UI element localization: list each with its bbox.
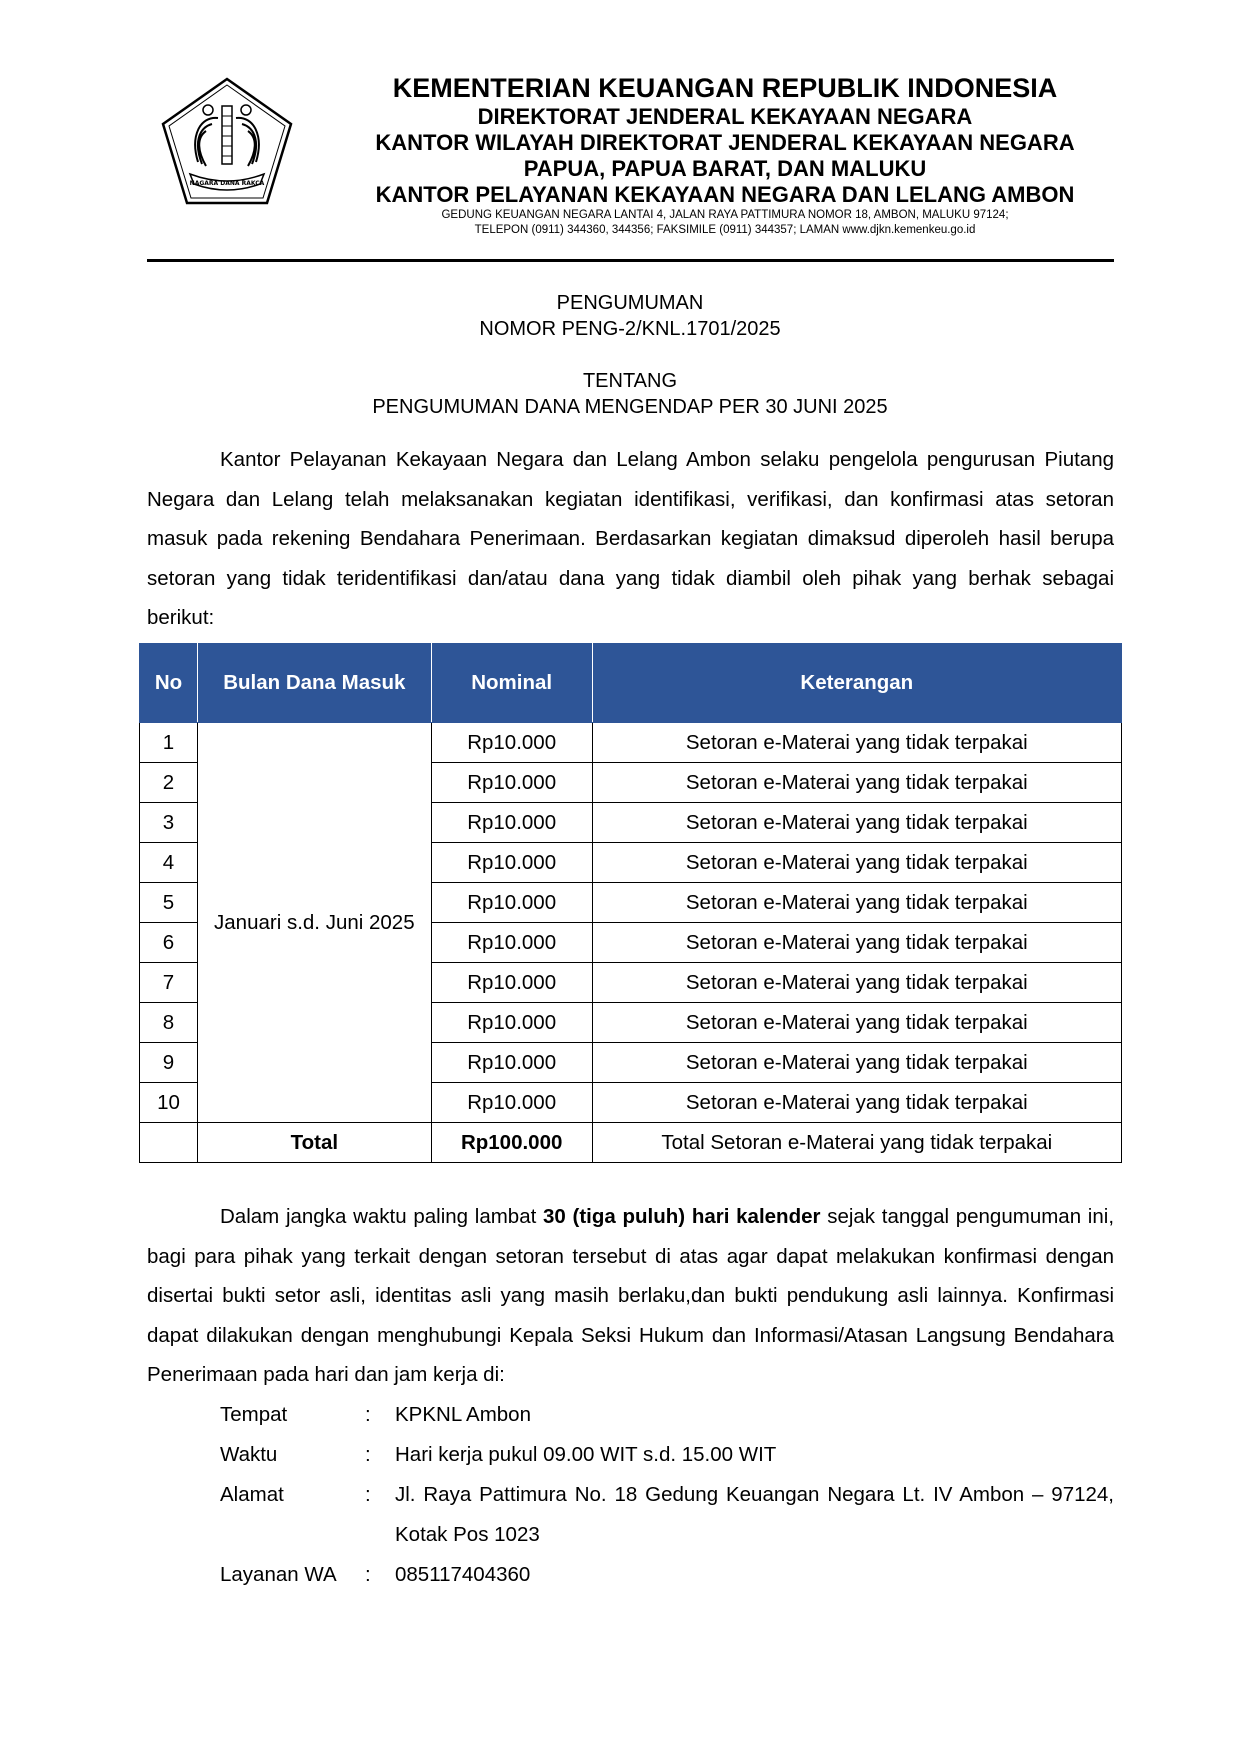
total-description: Total Setoran e-Materai yang tidak terpakai bbox=[592, 1123, 1121, 1163]
intro-paragraph: Kantor Pelayanan Kekayaan Negara dan Lelang Ambon selaku pengelola pengurusan Piutang Negara dan Lelang telah melaksanakan kegiatan identifikasi, verifikasi, dan konfirmasi atas setoran masuk pada rekening Bendahara Penerimaan. Berdasarkan kegiatan dimaksud diperoleh hasil berupa setoran yang tidak teridentifikasi dan/atau dana yang tidak diambil oleh pihak yang berhak sebagai berikut: bbox=[147, 448, 1114, 629]
row-no: 1 bbox=[140, 723, 198, 763]
row-nominal: Rp10.000 bbox=[431, 803, 592, 843]
period-cell: Januari s.d. Juni 2025 bbox=[197, 723, 431, 1123]
row-description: Setoran e-Materai yang tidak terpakai bbox=[592, 923, 1121, 963]
directorate-name: DIREKTORAT JENDERAL KEKAYAAN NEGARA bbox=[477, 104, 973, 129]
row-no: 3 bbox=[140, 803, 198, 843]
row-nominal: Rp10.000 bbox=[431, 1043, 592, 1083]
office-name: KANTOR PELAYANAN KEKAYAAN NEGARA DAN LELANG AMBON bbox=[375, 182, 1075, 207]
total-label: Total bbox=[197, 1123, 431, 1163]
row-nominal: Rp10.000 bbox=[431, 763, 592, 803]
row-no: 8 bbox=[140, 1003, 198, 1043]
row-no: 9 bbox=[140, 1043, 198, 1083]
row-nominal: Rp10.000 bbox=[431, 923, 592, 963]
row-description: Setoran e-Materai yang tidak terpakai bbox=[592, 1003, 1121, 1043]
announcement-heading bbox=[0, 290, 1241, 342]
address-value: Jl. Raya Pattimura No. 18 Gedung Keuangan Negara Lt. IV Ambon – 97124, Kotak Pos 1023 bbox=[395, 1483, 1114, 1546]
closing-text-start: Dalam jangka waktu paling lambat bbox=[220, 1205, 544, 1228]
fund-table bbox=[139, 643, 1122, 1163]
row-no: 5 bbox=[140, 883, 198, 923]
time-value: Hari kerja pukul 09.00 WIT s.d. 15.00 WIT bbox=[395, 1443, 777, 1466]
place-label: Tempat bbox=[220, 1403, 288, 1426]
header-nominal: Nominal bbox=[431, 644, 592, 723]
wa-label: Layanan WA bbox=[220, 1563, 337, 1586]
row-description: Setoran e-Materai yang tidak terpakai bbox=[592, 763, 1121, 803]
header-month: Bulan Dana Masuk bbox=[197, 644, 431, 723]
time-colon: : bbox=[365, 1443, 371, 1466]
row-no: 7 bbox=[140, 963, 198, 1003]
announcement-subject bbox=[0, 368, 1241, 420]
row-description: Setoran e-Materai yang tidak terpakai bbox=[592, 803, 1121, 843]
address-label: Alamat bbox=[220, 1483, 284, 1506]
header-no: No bbox=[140, 644, 198, 723]
ministry-name: KEMENTERIAN KEUANGAN REPUBLIK INDONESIA bbox=[392, 73, 1058, 103]
office-contact: TELEPON (0911) 344360, 344356; FAKSIMILE (0911) 344357; LAMAN www.djkn.kemenkeu.go.id bbox=[474, 224, 976, 236]
row-no: 6 bbox=[140, 923, 198, 963]
row-no: 4 bbox=[140, 843, 198, 883]
ministry-logo bbox=[160, 76, 295, 211]
table-row bbox=[140, 723, 1122, 763]
row-nominal: Rp10.000 bbox=[431, 1083, 592, 1123]
row-nominal: Rp10.000 bbox=[431, 723, 592, 763]
wa-colon: : bbox=[365, 1563, 371, 1586]
regional-office-name: KANTOR WILAYAH DIREKTORAT JENDERAL KEKAYAAN NEGARA bbox=[375, 130, 1075, 155]
row-nominal: Rp10.000 bbox=[431, 883, 592, 923]
closing-paragraph bbox=[147, 1197, 1114, 1395]
header-description: Keterangan bbox=[592, 644, 1121, 723]
row-description: Setoran e-Materai yang tidak terpakai bbox=[592, 883, 1121, 923]
wa-number: 085117404360 bbox=[395, 1563, 531, 1586]
time-label: Waktu bbox=[220, 1443, 278, 1466]
place-colon: : bbox=[365, 1403, 371, 1426]
row-no: 2 bbox=[140, 763, 198, 803]
row-description: Setoran e-Materai yang tidak terpakai bbox=[592, 723, 1121, 763]
total-nominal: Rp100.000 bbox=[431, 1123, 592, 1163]
row-description: Setoran e-Materai yang tidak terpakai bbox=[592, 1083, 1121, 1123]
document-type: PENGUMUMAN bbox=[556, 292, 704, 314]
letterhead bbox=[300, 72, 1150, 238]
office-address: GEDUNG KEUANGAN NEGARA LANTAI 4, JALAN RAYA PATTIMURA NOMOR 18, AMBON, MALUKU 97124; bbox=[441, 209, 1009, 221]
total-no-cell bbox=[140, 1123, 198, 1163]
document-number: NOMOR PENG-2/KNL.1701/2025 bbox=[479, 318, 781, 340]
logo-motto: NAGARA DANA RAKCA bbox=[189, 180, 265, 187]
row-description: Setoran e-Materai yang tidak terpakai bbox=[592, 963, 1121, 1003]
about-label: TENTANG bbox=[582, 370, 678, 392]
closing-text-end: sejak tanggal pengumuman ini, bagi para pihak yang terkait dengan setoran tersebut di atas agar dapat melakukan konfirmasi dengan disertai bukti setor asli, identitas asli yang masih berlaku,dan bukti pendukung asli lainnya. Konfirmasi dapat dilakukan dengan menghubungi Kepala Seksi Hukum dan Informasi/Atasan Langsung Bendahara Penerimaan pada hari dan jam kerja di: bbox=[147, 1205, 1115, 1386]
letterhead-divider bbox=[147, 259, 1114, 262]
place-value: KPKNL Ambon bbox=[395, 1403, 531, 1426]
region-name: PAPUA, PAPUA BARAT, DAN MALUKU bbox=[523, 156, 927, 181]
row-description: Setoran e-Materai yang tidak terpakai bbox=[592, 1043, 1121, 1083]
row-description: Setoran e-Materai yang tidak terpakai bbox=[592, 843, 1121, 883]
table-header-row bbox=[140, 644, 1122, 723]
subject-title: PENGUMUMAN DANA MENGENDAP PER 30 JUNI 2025 bbox=[372, 396, 888, 418]
row-nominal: Rp10.000 bbox=[431, 1003, 592, 1043]
total-row bbox=[140, 1123, 1122, 1163]
row-no: 10 bbox=[140, 1083, 198, 1123]
deadline-text: 30 (tiga puluh) hari kalender bbox=[543, 1205, 821, 1228]
row-nominal: Rp10.000 bbox=[431, 843, 592, 883]
row-nominal: Rp10.000 bbox=[431, 963, 592, 1003]
address-colon: : bbox=[365, 1483, 371, 1506]
